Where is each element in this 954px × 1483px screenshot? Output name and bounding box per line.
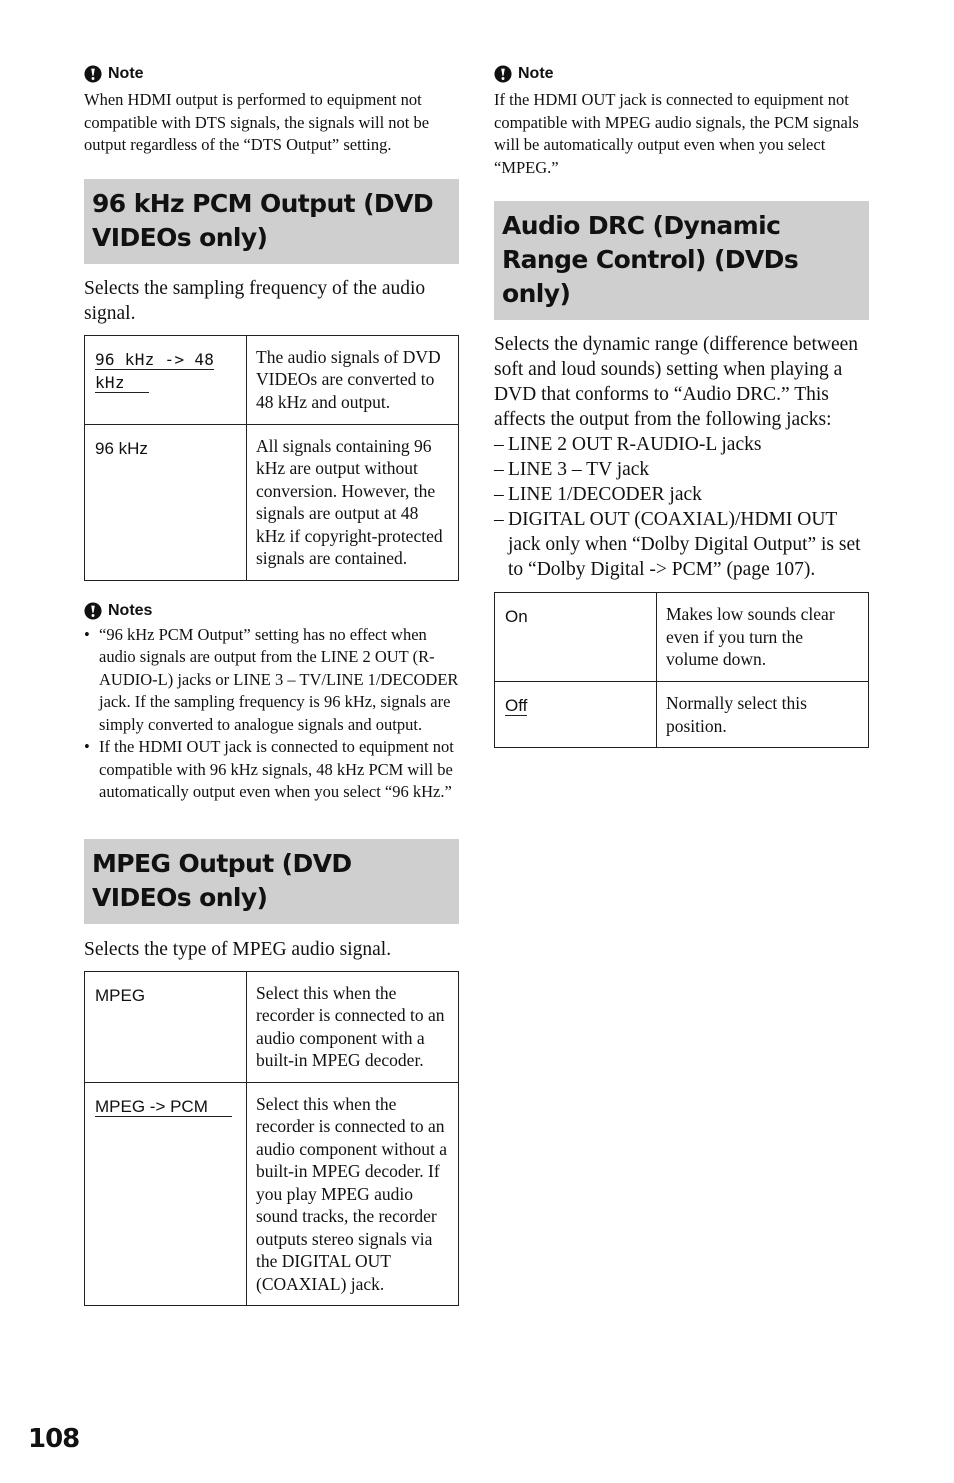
section-title-96khz-pcm: 96 kHz PCM Output (DVD VIDEOs only) bbox=[84, 179, 459, 264]
table-row bbox=[85, 335, 459, 424]
table-row bbox=[495, 593, 869, 682]
left-column bbox=[84, 62, 459, 1306]
table-row bbox=[495, 682, 869, 748]
option-description: Normally select this position. bbox=[657, 682, 869, 748]
note-text: When HDMI output is performed to equipment not compatible with DTS signals, the signals will not be output regardless of the “DTS Output” setting. bbox=[84, 90, 430, 154]
notes-list bbox=[84, 624, 459, 804]
section-intro: Selects the type of MPEG audio signal. bbox=[84, 938, 392, 960]
option-key: MPEG bbox=[85, 971, 247, 1082]
note-text: If the HDMI OUT jack is connected to equipment not compatible with MPEG audio signals, the PCM signals will be automatically output even when you select “MPEG.” bbox=[494, 90, 859, 177]
list-item: • “96 kHz PCM Output” setting has no effect when audio signals are output from the LINE 2 OUT (R-AUDIO-L) jacks or LINE 3 – TV/LINE 1/DECODER jack. If the sampling frequency is 96 kHz, signals are simply converted to analogue signals and output. bbox=[84, 624, 459, 737]
option-description: All signals containing 96 kHz are output without conversion. However, the signals are output at 48 kHz if copyright-protected signals are contained. bbox=[247, 424, 459, 580]
option-key-label: 96 kHz -> 48 kHz bbox=[95, 349, 215, 392]
option-key: On bbox=[495, 593, 657, 682]
note-heading bbox=[84, 62, 459, 86]
section-title-audio-drc: Audio DRC (Dynamic Range Control) (DVDs only) bbox=[494, 201, 869, 320]
table-row bbox=[85, 1082, 459, 1306]
notes-heading bbox=[84, 599, 459, 623]
section-title-mpeg-output: MPEG Output (DVD VIDEOs only) bbox=[84, 839, 459, 924]
table-row bbox=[85, 971, 459, 1082]
notes-label: Notes bbox=[108, 601, 153, 619]
page-number: 108 bbox=[28, 1424, 80, 1454]
section-intro: Selects the dynamic range (difference between soft and loud sounds) setting when playing a DVD that conforms to “Audio DRC.” This affects the output from the following jacks: bbox=[494, 334, 859, 430]
jack-list bbox=[494, 432, 869, 582]
table-row bbox=[85, 424, 459, 580]
option-key: 96 kHz bbox=[85, 424, 247, 580]
option-key bbox=[495, 682, 657, 748]
option-description: Makes low sounds clear even if you turn the volume down. bbox=[657, 593, 869, 682]
option-key bbox=[85, 335, 247, 424]
note-info-icon bbox=[84, 602, 102, 620]
section-intro: Selects the sampling frequency of the audio signal. bbox=[84, 277, 426, 324]
options-table-drc bbox=[494, 592, 869, 748]
note-info-icon bbox=[84, 65, 102, 83]
option-key-label: MPEG -> PCM bbox=[95, 1097, 232, 1117]
option-key-label: Off bbox=[505, 696, 528, 715]
list-item: – LINE 1/DECODER jack bbox=[494, 482, 869, 507]
options-table-mpeg bbox=[84, 971, 459, 1307]
option-description: Select this when the recorder is connected to an audio component without a built-in MPEG decoder. If you play MPEG audio sound tracks, the recorder outputs stereo signals via the DIGITAL OUT (COAXIAL) jack. bbox=[247, 1082, 459, 1306]
options-table-96khz bbox=[84, 335, 459, 581]
list-item: – DIGITAL OUT (COAXIAL)/HDMI OUT jack only when “Dolby Digital Output” is set to “Dolby Digital -> PCM” (page 107). bbox=[494, 507, 869, 582]
note-heading bbox=[494, 62, 869, 86]
note-label: Note bbox=[108, 65, 144, 82]
list-item: – LINE 2 OUT R-AUDIO-L jacks bbox=[494, 432, 869, 457]
option-description: Select this when the recorder is connected to an audio component with a built-in MPEG decoder. bbox=[247, 971, 459, 1082]
note-info-icon bbox=[494, 65, 512, 83]
note-label: Note bbox=[518, 65, 554, 82]
list-item: – LINE 3 – TV jack bbox=[494, 457, 869, 482]
right-column bbox=[494, 62, 869, 748]
list-item: • If the HDMI OUT jack is connected to equipment not compatible with 96 kHz signals, 48 kHz PCM will be automatically output even when you select “96 kHz.” bbox=[84, 736, 459, 804]
option-key bbox=[85, 1082, 247, 1306]
option-description: The audio signals of DVD VIDEOs are converted to 48 kHz and output. bbox=[247, 335, 459, 424]
